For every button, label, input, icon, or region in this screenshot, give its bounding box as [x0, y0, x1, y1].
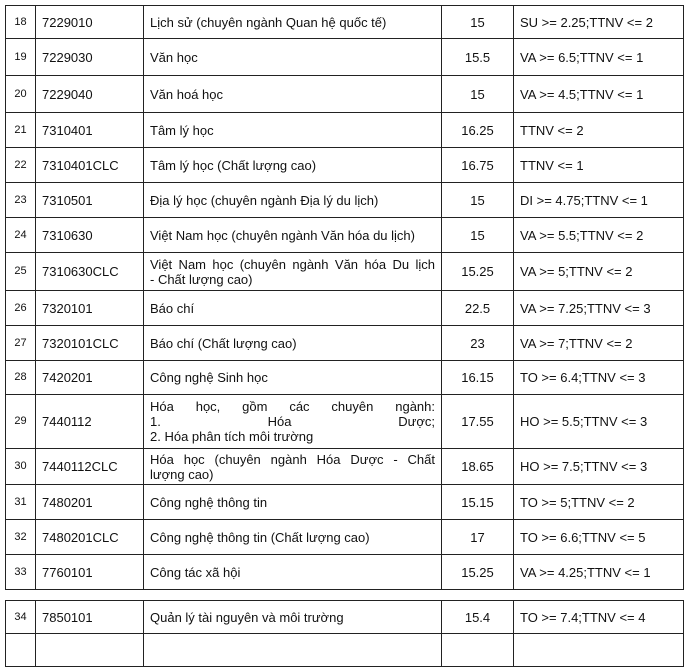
major-name-line: - Chất lượng cao) — [150, 271, 253, 287]
table-row — [6, 6, 684, 39]
major-name: Lịch sử (chuyên ngành Quan hệ quốc tế) — [144, 6, 442, 39]
major-name: Báo chí — [144, 291, 442, 326]
table-row — [6, 634, 684, 667]
row-number: 29 — [6, 395, 36, 449]
major-name-empty — [144, 634, 442, 667]
tiebreak-criteria: VA >= 5.5;TTNV <= 2 — [514, 218, 684, 253]
row-number: 20 — [6, 76, 36, 113]
row-number: 32 — [6, 520, 36, 555]
tiebreak-criteria: SU >= 2.25;TTNV <= 2 — [514, 6, 684, 39]
tiebreak-criteria: TO >= 7.4;TTNV <= 4 — [514, 601, 684, 634]
major-code: 7760101 — [36, 555, 144, 590]
major-name: Địa lý học (chuyên ngành Địa lý du lịch) — [144, 183, 442, 218]
tiebreak-criteria: HO >= 7.5;TTNV <= 3 — [514, 449, 684, 485]
table-row — [6, 218, 684, 253]
cutoff-score: 22.5 — [442, 291, 514, 326]
tiebreak-criteria: VA >= 6.5;TTNV <= 1 — [514, 39, 684, 76]
major-code: 7420201 — [36, 361, 144, 395]
tiebreak-criteria: VA >= 5;TTNV <= 2 — [514, 253, 684, 291]
tiebreak-criteria: VA >= 7.25;TTNV <= 3 — [514, 291, 684, 326]
major-code: 7310630 — [36, 218, 144, 253]
major-name — [144, 449, 442, 485]
cutoff-score: 16.15 — [442, 361, 514, 395]
table-row — [6, 326, 684, 361]
table-row — [6, 148, 684, 183]
tiebreak-criteria: TO >= 5;TTNV <= 2 — [514, 485, 684, 520]
cutoff-score: 17.55 — [442, 395, 514, 449]
cutoff-score: 15 — [442, 6, 514, 39]
major-name: Công nghệ thông tin — [144, 485, 442, 520]
tiebreak-criteria: VA >= 7;TTNV <= 2 — [514, 326, 684, 361]
row-number: 21 — [6, 113, 36, 148]
cutoff-score: 18.65 — [442, 449, 514, 485]
major-code: 7480201CLC — [36, 520, 144, 555]
major-name — [144, 253, 442, 291]
tiebreak-criteria: VA >= 4.5;TTNV <= 1 — [514, 76, 684, 113]
cutoff-score: 15 — [442, 218, 514, 253]
major-name-line: lượng cao) — [150, 466, 214, 482]
major-code: 7310401CLC — [36, 148, 144, 183]
table-row — [6, 601, 684, 634]
table-row — [6, 520, 684, 555]
tiebreak-criteria: DI >= 4.75;TTNV <= 1 — [514, 183, 684, 218]
major-name: Công tác xã hội — [144, 555, 442, 590]
row-number: 30 — [6, 449, 36, 485]
major-code: 7850101 — [36, 601, 144, 634]
major-name-line: 2. Hóa phân tích môi trường — [150, 429, 314, 444]
major-name: Văn hoá học — [144, 76, 442, 113]
tiebreak-criteria: TO >= 6.4;TTNV <= 3 — [514, 361, 684, 395]
row-number: 23 — [6, 183, 36, 218]
table-row — [6, 449, 684, 485]
major-code: 7320101CLC — [36, 326, 144, 361]
cutoff-score: 15.5 — [442, 39, 514, 76]
row-number: 33 — [6, 555, 36, 590]
major-name-line: Hóa học, gồm các chuyên ngành: — [150, 399, 435, 414]
cutoff-score: 15 — [442, 183, 514, 218]
table-row — [6, 113, 684, 148]
admission-score-table-continued — [5, 600, 684, 667]
table-row — [6, 361, 684, 395]
table-row — [6, 485, 684, 520]
cutoff-score: 23 — [442, 326, 514, 361]
cutoff-score: 16.25 — [442, 113, 514, 148]
major-name: Công nghệ Sinh học — [144, 361, 442, 395]
row-number: 27 — [6, 326, 36, 361]
cutoff-score: 17 — [442, 520, 514, 555]
row-number: 22 — [6, 148, 36, 183]
table-row — [6, 253, 684, 291]
row-number: 31 — [6, 485, 36, 520]
row-number: 25 — [6, 253, 36, 291]
row-number: 18 — [6, 6, 36, 39]
cutoff-score: 15.15 — [442, 485, 514, 520]
major-code: 7310401 — [36, 113, 144, 148]
major-code: 7310630CLC — [36, 253, 144, 291]
table-row — [6, 395, 684, 449]
major-code: 7229040 — [36, 76, 144, 113]
major-code: 7440112 — [36, 395, 144, 449]
major-code: 7229030 — [36, 39, 144, 76]
table-row — [6, 555, 684, 590]
cutoff-score: 15.25 — [442, 253, 514, 291]
major-name: Quản lý tài nguyên và môi trường — [144, 601, 442, 634]
tiebreak-criteria: VA >= 4.25;TTNV <= 1 — [514, 555, 684, 590]
table-row — [6, 183, 684, 218]
row-number: 26 — [6, 291, 36, 326]
major-code: 7229010 — [36, 6, 144, 39]
major-name: Công nghệ thông tin (Chất lượng cao) — [144, 520, 442, 555]
tiebreak-criteria: HO >= 5.5;TTNV <= 3 — [514, 395, 684, 449]
cutoff-score: 16.75 — [442, 148, 514, 183]
major-code: 7320101 — [36, 291, 144, 326]
major-name: Tâm lý học — [144, 113, 442, 148]
major-code: 7310501 — [36, 183, 144, 218]
major-code: 7480201 — [36, 485, 144, 520]
major-name: Văn học — [144, 39, 442, 76]
major-name: Báo chí (Chất lượng cao) — [144, 326, 442, 361]
table-row — [6, 39, 684, 76]
tiebreak-criteria: TO >= 6.6;TTNV <= 5 — [514, 520, 684, 555]
cutoff-score: 15.4 — [442, 601, 514, 634]
table-row — [6, 291, 684, 326]
major-name: Tâm lý học (Chất lượng cao) — [144, 148, 442, 183]
major-name-line: Việt Nam học (chuyên ngành Văn hóa Du lịch — [150, 256, 435, 272]
tiebreak-criteria: TTNV <= 1 — [514, 148, 684, 183]
cutoff-score: 15 — [442, 76, 514, 113]
major-name — [144, 395, 442, 449]
major-code: 7440112CLC — [36, 449, 144, 485]
cutoff-score: 15.25 — [442, 555, 514, 590]
admission-score-table — [5, 5, 684, 590]
row-number: 34 — [6, 601, 36, 634]
major-name: Việt Nam học (chuyên ngành Văn hóa du lịch) — [144, 218, 442, 253]
table-row — [6, 76, 684, 113]
tiebreak-criteria: TTNV <= 2 — [514, 113, 684, 148]
major-name-line: 1. Hóa Dược; — [150, 414, 435, 429]
row-number: 28 — [6, 361, 36, 395]
cutoff-score-empty — [442, 634, 514, 667]
major-name-line: Hóa học (chuyên ngành Hóa Dược - Chất — [150, 451, 435, 467]
major-code-empty — [36, 634, 144, 667]
row-number: 24 — [6, 218, 36, 253]
tiebreak-criteria-empty — [514, 634, 684, 667]
row-number-empty — [6, 634, 36, 667]
row-number: 19 — [6, 39, 36, 76]
